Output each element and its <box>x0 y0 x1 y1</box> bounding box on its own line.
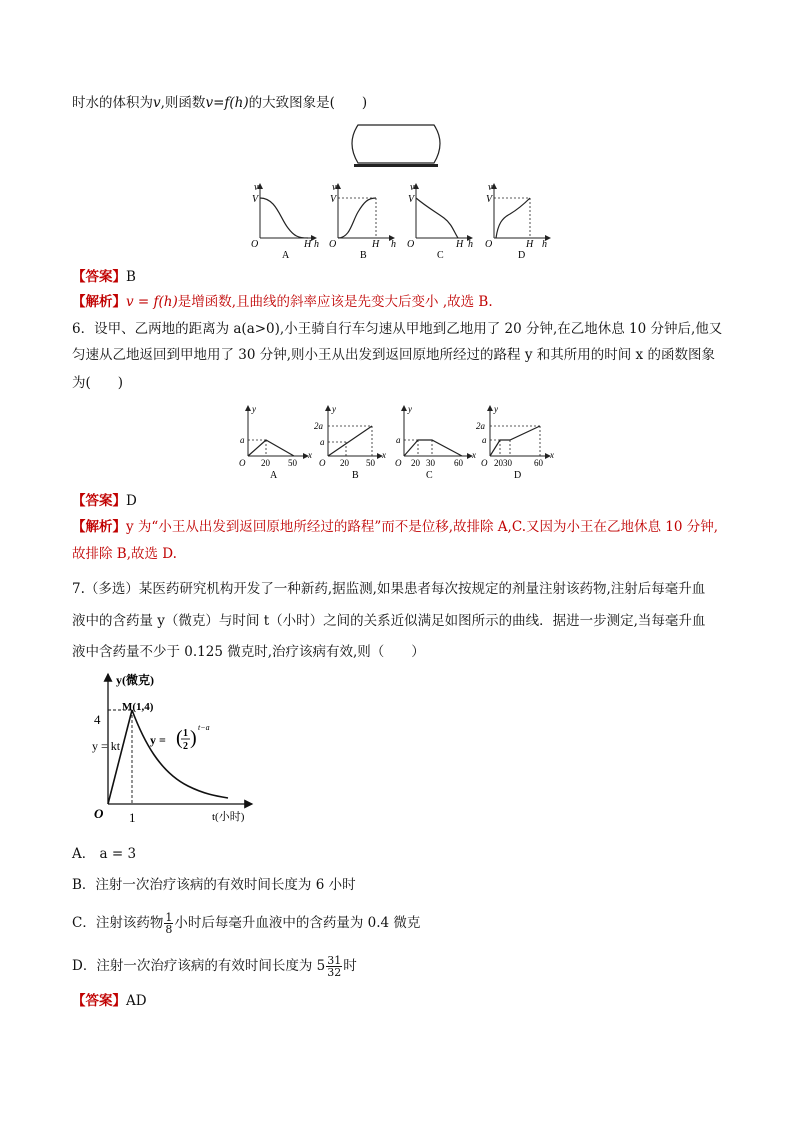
q5a-V-label: V <box>252 194 259 205</box>
q5a-h-label: h <box>314 239 319 250</box>
q5-stem-suffix: 的大致图象是( ) <box>248 95 368 111</box>
q7-stem-line3: 液中含药量不少于 0.125 微克时,治疗该病有效,则（ ） <box>72 644 425 660</box>
q6b-2a-label: 2a <box>314 421 323 431</box>
q6b-tick-20: 20 <box>340 458 349 468</box>
q5d-h-label: h <box>542 239 547 250</box>
q6-option-graphs <box>228 402 558 484</box>
q7-option-d-prefix: D．注射一次治疗该病的有效时间长度为 5 <box>72 958 326 974</box>
q6d-option-label: D <box>514 470 522 481</box>
q6c-a-label: a <box>396 435 401 445</box>
q5-graph-a <box>251 182 319 260</box>
q6a-tick-20: 20 <box>261 458 270 468</box>
q5-stem <box>72 94 367 112</box>
q7-option-d-num: 31 <box>327 954 342 967</box>
q5-analysis-text: 是增函数,且曲线的斜率应该是先变大后变小 ,故选 B. <box>177 294 493 310</box>
q6a-a-label: a <box>240 435 245 445</box>
q7-point-label: M(1,4) <box>122 701 154 713</box>
q6-stem-line3: 为( ) <box>72 375 124 391</box>
q6-analysis-tag: 【解析】 <box>72 519 126 535</box>
q6a-option-label: A <box>270 470 278 481</box>
q5d-H-label: H <box>526 239 534 250</box>
q6d-2a-label: 2a <box>476 421 485 431</box>
q5a-v-label: v <box>254 182 259 193</box>
q7-option-c-prefix: C．注射该药物 <box>72 915 164 931</box>
q5-analysis <box>72 293 493 311</box>
q5-stem-func: v=f(h) <box>205 95 249 111</box>
q5a-H-label: H <box>304 239 312 250</box>
q7-option-c-den: 8 <box>165 923 173 936</box>
q7-option-d-suffix: 时 <box>343 958 357 974</box>
q7-answer-tag: 【答案】 <box>72 993 126 1009</box>
q7-figure <box>82 668 262 830</box>
q7-option-d-den: 32 <box>327 966 342 979</box>
q6a-y-label: y <box>252 404 256 414</box>
q7-option-b: B．注射一次治疗该病的有效时间长度为 6 小时 <box>72 877 356 893</box>
q6d-tick-2030: 2030 <box>494 458 512 468</box>
q6c-option-label: C <box>426 470 433 481</box>
q5b-O-label: O <box>329 239 337 250</box>
q5-vessel-figure <box>344 121 448 173</box>
q5-graph-c <box>407 182 473 260</box>
q6d-x-label: x <box>550 450 554 460</box>
q6-answer-value: D <box>126 493 137 509</box>
q6c-x-label: x <box>472 450 476 460</box>
q7-answer <box>72 992 147 1010</box>
q5-graph-b <box>329 182 396 260</box>
q5-answer <box>72 268 136 286</box>
q7-option-d-fraction <box>326 955 342 978</box>
q6b-y-label: y <box>332 404 336 414</box>
q6-stem-line1: 6．设甲、乙两地的距离为 a(a>0),小王骑自行车匀速从甲地到乙地用了 20 分钟,在乙地休息 10 分钟后,他又 <box>72 321 723 337</box>
q6c-y-label: y <box>408 404 412 414</box>
q6b-option-label: B <box>352 470 359 481</box>
q6b-x-label: x <box>382 450 386 460</box>
q7-option-c-fraction <box>164 912 173 935</box>
q7-y-axis-label: y(微克) <box>116 673 154 687</box>
q5d-O-label: O <box>485 239 493 250</box>
q7-exp-paren-left: ( <box>176 727 183 749</box>
q7-origin-label: O <box>94 806 104 821</box>
q5-stem-prefix: 时水的体积为 <box>72 95 153 111</box>
q5b-V-label: V <box>330 194 337 205</box>
q7-option-a: A． a = 3 <box>72 846 137 862</box>
q6a-x-label: x <box>308 450 312 460</box>
q7-stem-line2: 液中的含药量 y（微克）与时间 t（小时）之间的关系近似满足如图所示的曲线．据进一步测定,当每毫升血 <box>72 613 706 629</box>
q6-analysis-text1: y 为“小王从出发到返回原地所经过的路程”而不是位移,故排除 A,C.又因为小王在乙地休息 10 分钟, <box>126 519 719 535</box>
q5c-v-label: v <box>410 182 415 193</box>
q6-graph-d <box>476 404 554 481</box>
q6c-O-label: O <box>395 458 402 468</box>
q7-exp-power: t−a <box>198 723 210 732</box>
q6d-O-label: O <box>481 458 488 468</box>
q7-answer-value: AD <box>126 993 147 1009</box>
q6b-O-label: O <box>319 458 326 468</box>
q6d-a-label: a <box>482 435 487 445</box>
q5-analysis-func: v = f(h) <box>126 294 178 310</box>
q7-exp-paren-right: ) <box>190 727 197 749</box>
q5c-h-label: h <box>468 239 473 250</box>
q7-linear-label: y = kt <box>92 739 121 753</box>
q5d-v-label: v <box>488 182 493 193</box>
q5a-O-label: O <box>251 239 259 250</box>
q5d-option-label: D <box>518 250 526 260</box>
q7-exp-prefix: y = <box>150 733 166 747</box>
q6d-tick-60: 60 <box>534 458 543 468</box>
q5-answer-value: B <box>126 269 136 285</box>
q5d-V-label: V <box>486 194 493 205</box>
q7-four-label: 4 <box>94 712 101 727</box>
q7-option-c <box>72 912 420 935</box>
q6a-tick-50: 50 <box>288 458 297 468</box>
q5-stem-mid: ,则函数 <box>160 95 206 111</box>
q6b-a-label: a <box>320 437 325 447</box>
q6c-tick-20: 20 <box>411 458 420 468</box>
q6-answer-tag: 【答案】 <box>72 493 126 509</box>
q5-graph-d <box>485 182 550 260</box>
q7-option-d <box>72 955 357 978</box>
q5c-H-label: H <box>456 239 464 250</box>
q6b-tick-50: 50 <box>366 458 375 468</box>
q7-one-label: 1 <box>129 810 136 825</box>
q5c-option-label: C <box>437 250 444 260</box>
q5-analysis-tag: 【解析】 <box>72 294 126 310</box>
q5-option-graphs <box>246 178 552 260</box>
q5b-v-label: v <box>332 182 337 193</box>
q7-t-axis-label: t(小时) <box>212 811 245 823</box>
q6-analysis-line2 <box>72 545 177 563</box>
q7-option-c-suffix: 小时后每毫升血液中的含药量为 0.4 微克 <box>174 915 421 931</box>
q5b-H-label: H <box>372 239 380 250</box>
q6d-y-label: y <box>494 404 498 414</box>
q6-graph-c <box>395 404 476 481</box>
q6c-tick-30: 30 <box>426 458 435 468</box>
q6-answer <box>72 492 137 510</box>
q7-option-c-num: 1 <box>165 911 173 924</box>
q5a-option-label: A <box>282 250 290 260</box>
q5b-h-label: h <box>391 239 396 250</box>
q6-analysis-line1 <box>72 518 718 536</box>
q5c-V-label: V <box>408 194 415 205</box>
q6-graph-a <box>239 404 312 481</box>
q5-answer-tag: 【答案】 <box>72 269 126 285</box>
q7-exp-num: 1 <box>183 728 188 739</box>
q7-stem-line1: 7.（多选）某医药研究机构开发了一种新药,据监测,如果患者每次按规定的剂量注射该药物,注射后每毫升血 <box>72 581 706 597</box>
q6-analysis-text2: 故排除 B,故选 D. <box>72 546 177 562</box>
q6-graph-b <box>314 404 386 481</box>
q5b-option-label: B <box>360 250 367 260</box>
q7-exp-den: 2 <box>183 741 188 752</box>
q5-stem-v: v <box>153 95 161 111</box>
q6c-tick-60: 60 <box>454 458 463 468</box>
q6-stem-line2: 匀速从乙地返回到甲地用了 30 分钟,则小王从出发到返回原地所经过的路程 y 和其所用的时间 x 的函数图象 <box>72 347 715 363</box>
q5c-O-label: O <box>407 239 415 250</box>
q6a-O-label: O <box>239 458 246 468</box>
